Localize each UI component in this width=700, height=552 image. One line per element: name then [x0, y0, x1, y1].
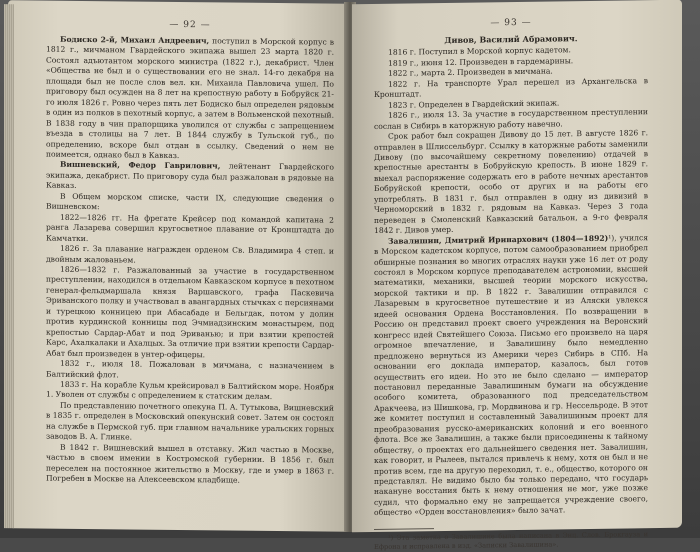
entry-heading: Завалишин, Дмитрий Иринархович (1804—1892)	[388, 233, 609, 246]
paragraph: По представлению почетного опекуна П. А. Тутыкова, Вишневский в 1835 г. определен в Московский опекунский совет. Затем он состоял на службе в Пермской губ. при главном начальнике уральских горных заводов В. А. Глинке.	[46, 400, 334, 442]
paragraph: В Общем морском списке, части IX, следующие сведения о Вишневском:	[46, 191, 334, 212]
entry-heading: Дивов, Василий Абрамович.	[444, 33, 578, 46]
left-page-text	[46, 35, 334, 488]
paragraph	[46, 160, 334, 194]
paragraph: 1823 г. Определен в Гвардейский экипаж.	[388, 98, 560, 110]
paragraph: 1832 г., июля 18. Пожалован в мичмана, с назначением в Балтийский флот.	[46, 358, 334, 379]
page-number-left: — 92 —	[169, 19, 211, 31]
paragraph: 1826 г. За плавание награжден орденом Св. Владимира 4 степ. и двойным жалованьем.	[46, 243, 334, 265]
open-book	[8, 2, 696, 551]
right-page	[352, 0, 682, 551]
entry-heading: Бодиско 2-й, Михаил Андреевич,	[60, 34, 210, 46]
paragraph: 1826—1832 г. Разжалованный за участие в государственном преступлении, находился в отдельном Кавказском корпусе в пехотном генерал-фельдмаршала князя Варшавского, графа Паскевича Эриванского полку и участвовал в авангардных стычках с персиянами и турецкою конницею при Абасабаде и Бельгдак, потом у долин против курдинской конницы под Эчмиадзинским монастырем, под крепостью Сардар-Абат и под Эриванью; и при взятии крепостей Карс, Ахалкалаки и Ахалцых. За отличие при взятии крепости Сардар-Абат был произведен в унтер-офицеры.	[46, 264, 334, 359]
paragraph: Срок работ был сокращен Дивову до 15 лет. В августе 1826 г. отправлен в Шлиссельбург. Ссылку в каторжные работы заменили Дивову (по высочайшему секретному повелению) отдачей в крепостные арестанты в Бобруйскую крепость. В июне 1829 г. выехал распоряжение содержать его в работе нечных арестантов Бобруйской крепости, особо от других и на работы его употреблять. В 1831 г. был отправлен в одну из дивизий в Черноморский в 1832 г. рядовым на Кавказ. Через 3 года переведен в Смоленский Кавказский батальон, а 9-го февраля 1842 г. Дивов умер.	[374, 128, 648, 236]
paragraph: 1816 г. Поступил в Морской корпус кадетом.	[388, 45, 571, 58]
paragraph: В 1842 г. Вишневский вышел в отставку. Жил частью в Москве, частью в своем имении в Костромской губернии. В 1856 г. был переселен на постоянное жительство в Москву, где и умер в 1863 г. Погребен в Москве на Алексеевском кладбище.	[46, 442, 334, 485]
footnote-divider	[374, 528, 434, 530]
left-page	[8, 0, 348, 532]
paragraph-text: лейтенант Гвардейского экипажа, декабрист. По приговору суда был разжалован в рядовые на Кавказ.	[46, 161, 334, 191]
footnote: ¹) Эта заметка о Завалишине была написана в Энц. Слов. Брокгауза и Ефрона и исправлена в изд. «Записки Завалишина».	[374, 530, 648, 551]
paragraph	[46, 35, 334, 163]
paragraph: 1826 г., июля 13. За участие в государственном преступлении сослан в Сибирь в каторжную работу навечно.	[374, 107, 648, 131]
paragraph-text: ¹), учился в Морском кадетском корпусе, потом самообразованием приобрел обширные познания во многих отраслях науки уже 16 лет от роду состоял в Морском корпусе преподавателем астрономии, высшей математики, механики, высшей теории морского искусства, морской тактики и пр. В 1822 г. Завалишин отправился с Лазаревым в кругосветное путешествие и из Аляски увлекся идеей основания Ордена Восстановления. По возвращении в Россию он представил проект своего учреждения на Веронский конгресс идей Святейшего Союза. Письмо его произвело на царя огромное впечатление, и Завалишину было немедленно предложено вернуться из Америки через Сибирь в СПб. На основании его доклада император, казалось, был готов осуществить его идеи. Но это не было сделано — император постановил переданные Завалишиным бумаги на обсуждение особого комитета, образованного под председательством Аракчеева, из Шишкова, гр. Мордвинова и гр. Нессельроде. В этот же комитет поступил и составленный Завалишиным проект для преобразования русско-американских колоний и его военного флота. Все же Завалишин, а также были присоединены к тайному обществу, о проектах его дальнейшего сведения нет. Завалишин, как говорит, и Рылеев, пытался привлечь к нему, хотя он был и не против всем, где на другую переходил, т. е., общество, которого он представлял. Не видимо было бы только передано, что государь накануне восстания быть к нему отношения не мог, уже позже судил, что формально ему не запрещается учреждение своего, общество «Орден восстановления» было зачат.	[374, 232, 648, 518]
page-number-right: — 93 —	[490, 17, 532, 29]
paragraph: 1822—1826 гг. На фрегате Крейсер под командой капитана 2 ранга Лазарева совершил кругосветное плавание от Кронштадта до Камчатки.	[46, 212, 334, 243]
right-page-text	[374, 32, 648, 552]
paragraph: 1819 г., июня 12. Произведен в гардемарины.	[388, 56, 574, 68]
paragraph	[374, 233, 648, 519]
paragraph: 1822 г. На транспорте Урал перешел из Архангельска в Кронштадт.	[374, 75, 648, 100]
entry-heading: Вишневский, Федор Гаврилович,	[60, 160, 221, 171]
paragraph: 1822 г., марта 2. Произведен в мичмана.	[388, 66, 553, 79]
paragraph: 1833 г. На корабле Кульм крейсировал в Балтийском море. Ноября 1. Уволен от службы с определением к статским делам.	[46, 379, 334, 402]
paragraph-text: поступил в Морской корпус в 1812 г., мичманом Гвардейского экипажа вышел 23 марта 1820 г. Состоял адъютантом морского министра (1822 г.), декабрист. Член «Общества не был и о существовании его не знал. 14-го декабря на площади был не после слов вел. кн. Михаила Павловича ушел. По приговору был осужден на 8 лет на крепостную работу в Бобруйск 21-го июля 1826 г. Ровно через пять лет Бодиско был определен рядовым в один из полков в пехотный корпус, а затем в Вольменской пехотный. В 1838 году в чин прапорщика уволился от службы с запрещением въезда в столицы на 7 лет. В 1844 службу в Тульской губ., по определению, вскоре был отдан в ссылку. Сведений о нем не поимеется, однако был в Кавказ.	[46, 36, 334, 160]
